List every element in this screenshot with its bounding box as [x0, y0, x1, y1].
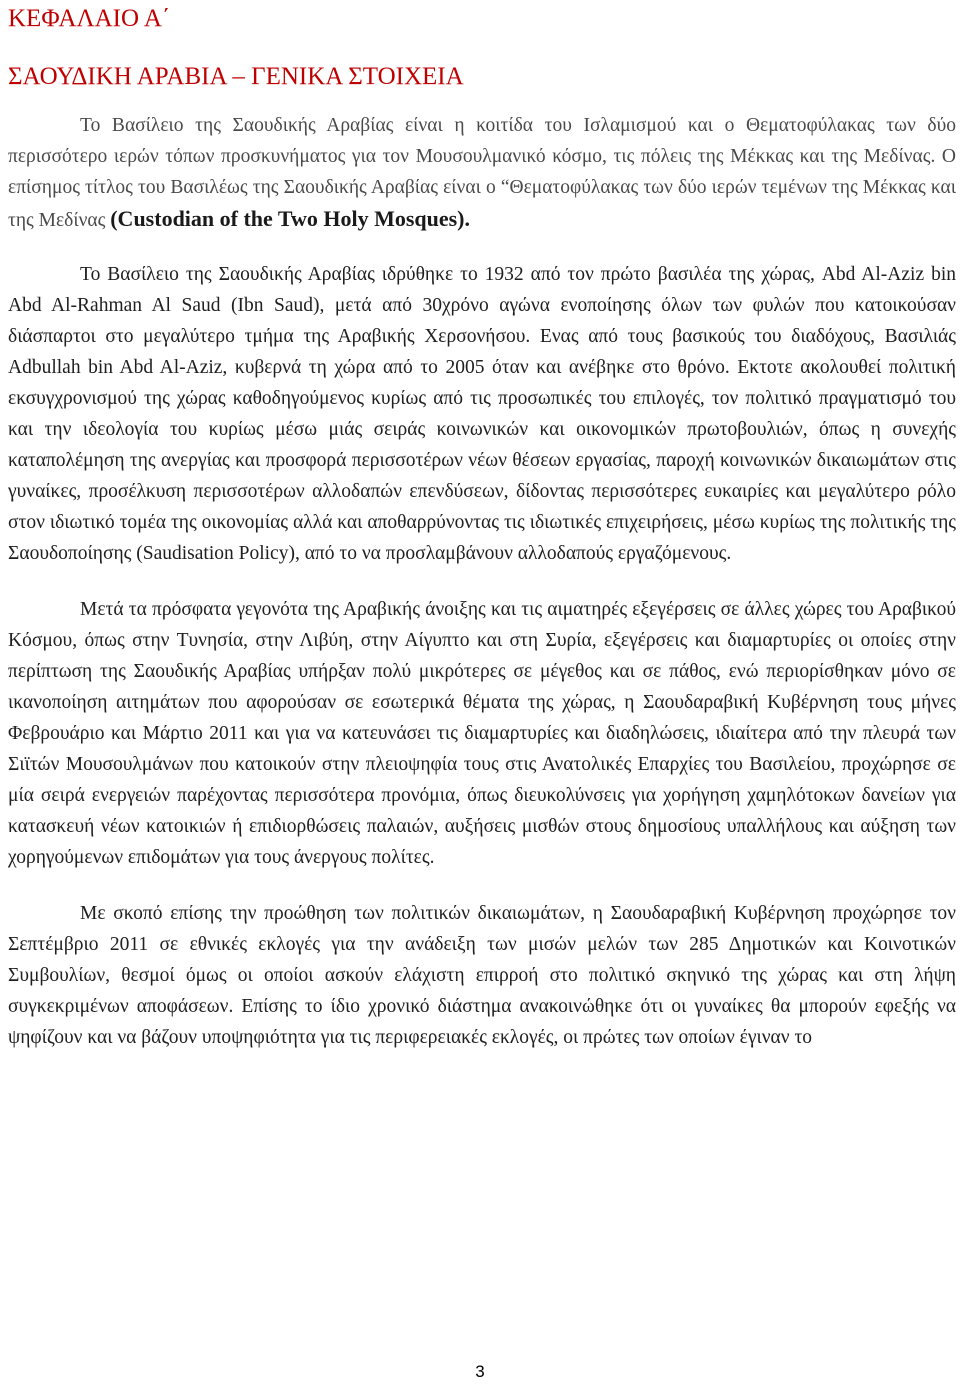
paragraph-intro-text: Το Βασίλειο της Σαουδικής Αραβίας είναι η κοιτίδα του Ισλαμισμού και ο Θεματοφύλακας των δύο περισσότερο ιερών τόπων προσκυνήματος για τον Μουσουλμανικό κόσμο, τις πόλεις της Μέκκας και της Μεδίνας. Ο επίσημος τίτλος του Βασιλέως της Σαουδικής Αραβίας είναι ο “Θεματοφύλακας των δύο ιερών τεμένων της Μέκκας και της Μεδίνας	[8, 115, 956, 231]
paragraph-founding: Το Βασίλειο της Σαουδικής Αραβίας ιδρύθηκε το 1932 από τον πρώτο βασιλέα της χώρας, Abd Al-Aziz bin Abd Al-Rahman Al Saud (Ibn Saud), μετά από 30χρόνο αγώνα ενοποίησης όλων των φυλών που κατοικούσαν διάσπαρτοι στο μεγαλύτερο τμήμα της Αραβικής Χερσονήσου. Ενας από τους βασικούς του διαδόχους, Βασιλιάς Adbullah bin Abd Al-Aziz, κυβερνά τη χώρα από το 2005 όταν και ανέβηκε στο θρόνο. Εκτοτε ακολουθεί πολιτική εκσυγχρονισμού της χώρας καθοδηγούμενος κυρίως από τις προσωπικές του επιλογές, τον πολιτικό πραγματισμό του και την ιδεολογία του κυρίως μέσω μιάς σειράς κοινωνικών και οικονομικών πρωτοβουλιών, όπως η συνεχής καταπολέμηση της ανεργίας και προσφορά περισσοτέρων νέων θέσεων εργασίας, παροχή κοινωνικών δικαιωμάτων στις γυναίκες, προσέλκυση περισσοτέρων αλλοδαπών επενδύσεων, δίδοντας περισσότερες ευκαιρίες και μεγαλύτερο ρόλο στον ιδιωτικό τομέα της οικονομίας αλλά και αποθαρρύνοντας τις ιδιωτικές επιχειρήσεις, μέσω κυρίως της πολιτικής της Σαουδοποίησης (Saudisation Policy), από το να προσλαμβάνουν αλλοδαπούς εργαζόμενους.	[8, 264, 956, 564]
section-title: ΣΑΟΥΔΙΚΗ ΑΡΑΒΙΑ – ΓΕΝΙΚΑ ΣΤΟΙΧΕΙΑ	[8, 63, 464, 90]
paragraph-arab-spring: Μετά τα πρόσφατα γεγονότα της Αραβικής άνοιξης και τις αιματηρές εξεγέρσεις σε άλλες χώρες του Αραβικού Κόσμου, όπως στην Τυνησία, στην Λιβύη, στην Αίγυπτο και στη Συρία, εξεγέρσεις και διαμαρτυρίες οι οποίες στην περίπτωση της Σαουδικής Αραβίας υπήρξαν πολύ μικρότερες σε μέγεθος και σε πάθος, ενώ περιορίσθηκαν μόνο σε ικανοποίηση αιτημάτων που αφορούσαν σε εσωτερικά θέματα της χώρας, η Σαουδαραβική Κυβέρνηση τους μήνες Φεβρουάριο και Μάρτιο 2011 και για να κατευνάσει τις διαμαρτυρίες και διαδηλώσεις, ιδιαίτερα από την πλευρά των Σιϊτών Μουσουλμάνων που κατοικούν στην πλειοψηφία τους στις Ανατολικές Επαρχίες του Βασιλείου, προχώρησε σε μία σειρά ενεργειών παρέχοντας περισσότερα προνόμια, όπως διευκολύνσεις για χορήγηση χαμηλότοκων δανείων για κατασκευή νέων κατοικιών ή επιδιορθώσεις παλαιών, αυξήσεις μισθών στους δημοσίους υπαλλήλους και αύξηση των χορηγούμενων επιδομάτων για τους άνεργους πολίτες.	[8, 599, 956, 868]
paragraph-intro	[8, 110, 956, 236]
document-page	[8, 0, 956, 1053]
custodian-title-english: (Custodian of the Two Holy Mosques).	[110, 206, 471, 231]
chapter-title: ΚΕΦΑΛΑΙΟ Α΄	[8, 5, 171, 32]
page-number: 3	[475, 1362, 485, 1381]
paragraph-elections: Με σκοπό επίσης την προώθηση των πολιτικών δικαιωμάτων, η Σαουδαραβική Κυβέρνηση προχώρησε τον Σεπτέμβριο 2011 σε εθνικές εκλογές για την ανάδειξη των μισών μελών των 285 Δημοτικών και Κοινοτικών Συμβουλίων, θεσμοί όμως οι οποίοι ασκούν ελάχιστη επιρροή στο πολιτικό σκηνικό της χώρας και στη λήψη συγκεκριμένων αποφάσεων. Επίσης το ίδιο χρονικό διάστημα ανακοινώθηκε ότι οι γυναίκες θα μπορούν εφεξής να ψηφίζουν και να βάζουν υποψηφιότητα για τις περιφερειακές εκλογές, οι πρώτες των οποίων έγιναν το	[8, 903, 956, 1048]
